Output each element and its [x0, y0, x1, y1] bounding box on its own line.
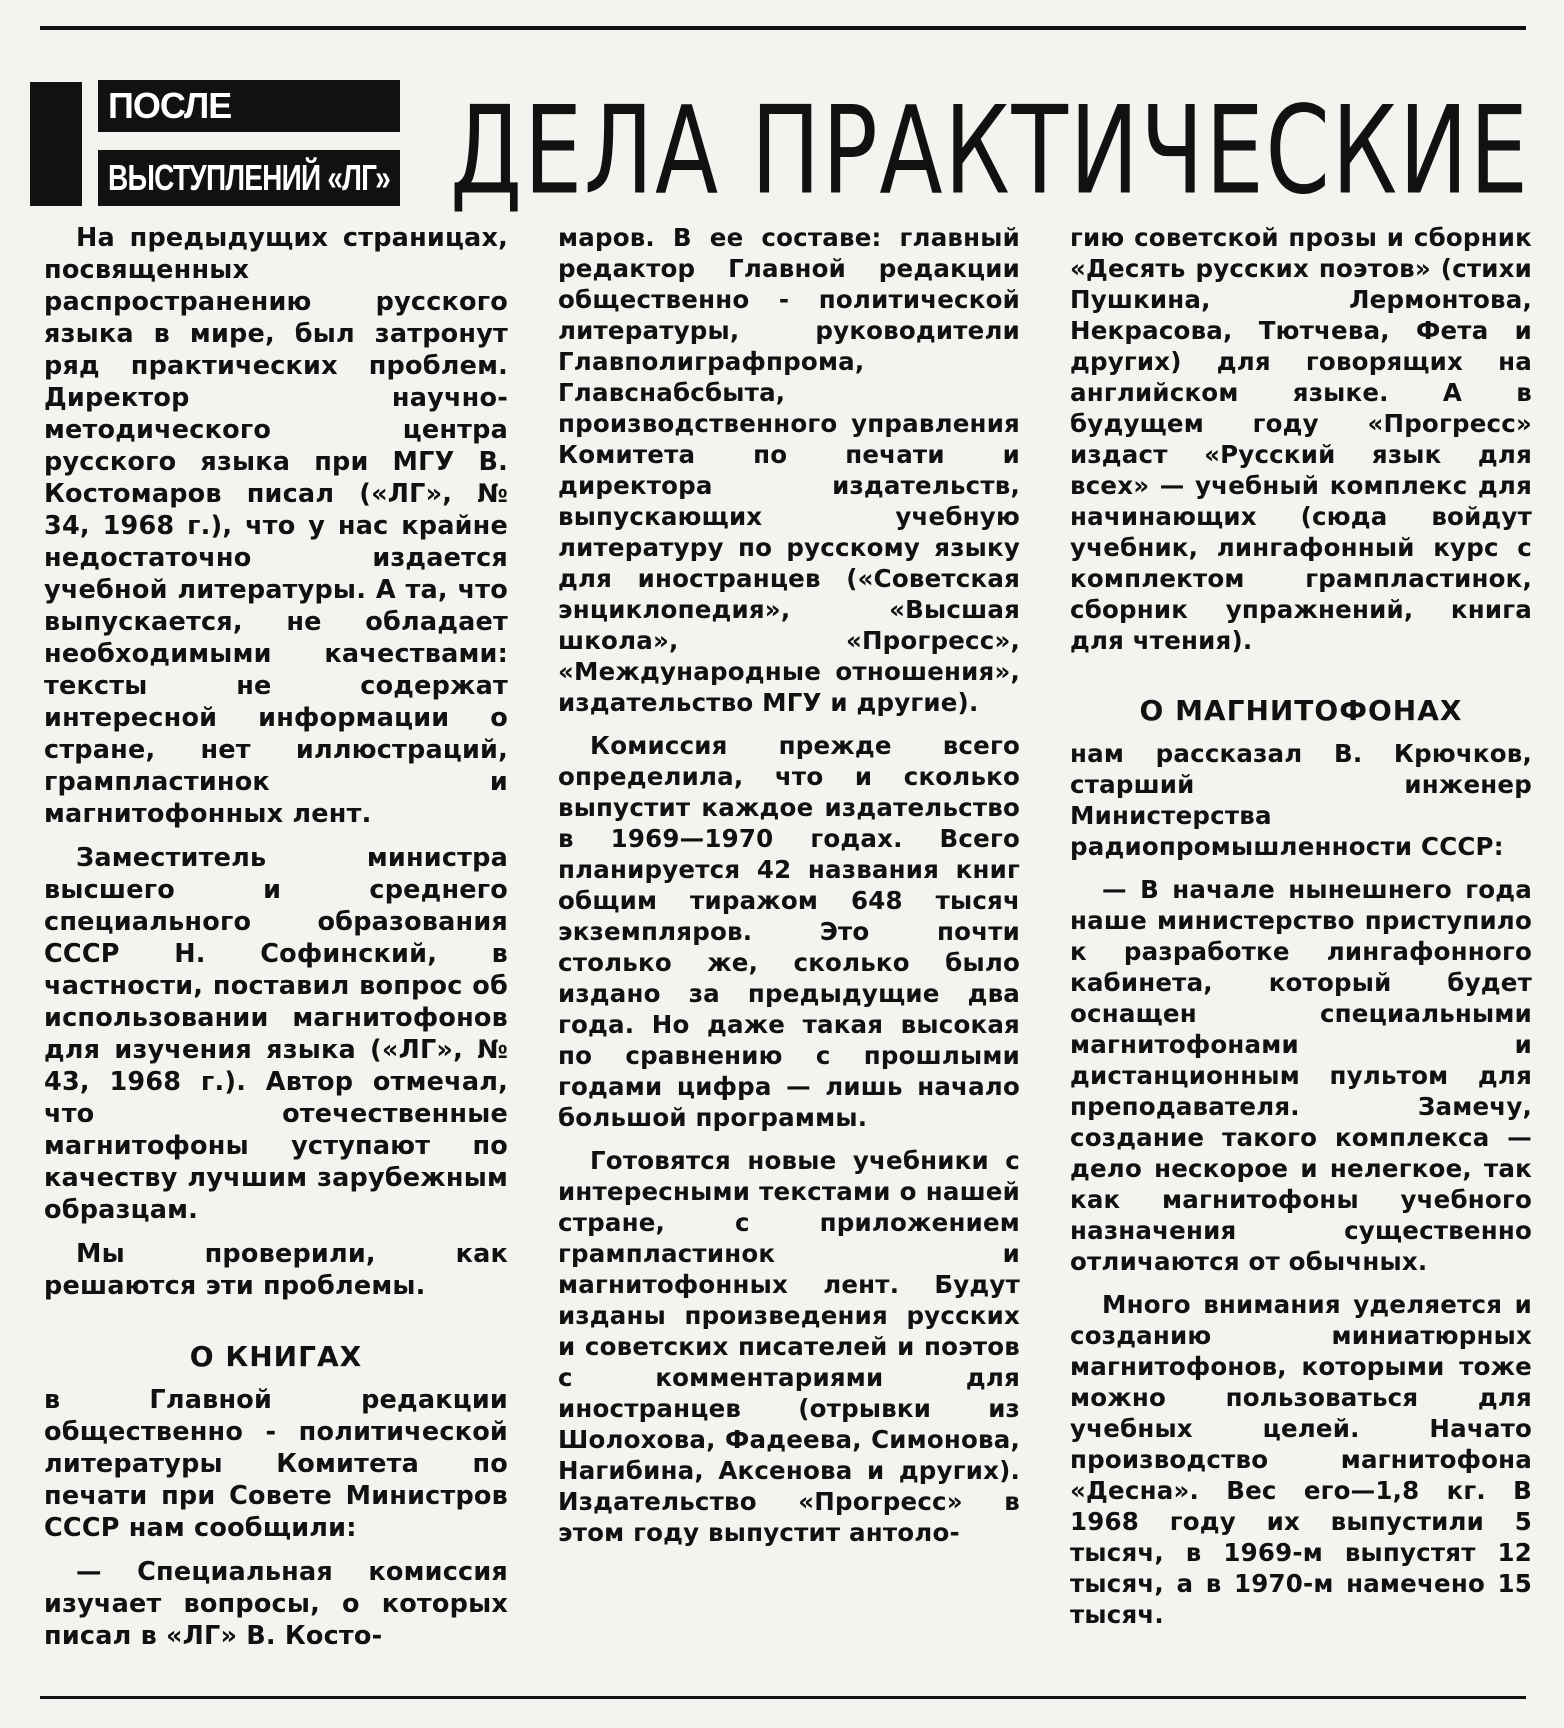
article-headline: ДЕЛА ПРАКТИЧЕСКИЕ: [450, 81, 1530, 222]
paragraph: гию советской прозы и сборник «Десять русских поэтов» (стихи Пушкина, Лермонтова, Некрасова, Тютчева, Фета и других) для говорящих на английском языке. А в будущем году «Прогресс» издаст «Русский язык для всех» — учебный комплекс для начинающих (сюда войдут учебник, лингафонный курс с комплектом грампластинок, сборник упражнений, книга для чтения).: [1070, 223, 1532, 655]
column-2: [558, 222, 1020, 1548]
paragraph: Комиссия прежде всего определила, что и сколько выпустит каждое издательство в 1969—1970 годах. Всего планируется 42 названия книг общим тиражом 648 тысяч экземпляров. Это почти столько же, сколько было издано за предыдущие два года. Но даже такая высокая по сравнению с прошлыми годами цифра — лишь начало большой программы.: [558, 731, 1020, 1132]
bottom-rule: [40, 1696, 1526, 1699]
paragraph: нам рассказал В. Крючков, старший инженер Министерства радиопромышленности СССР:: [1070, 739, 1532, 861]
paragraph: Мы проверили, как решаются эти проблемы.: [44, 1239, 508, 1301]
paragraph: — В начале нынешнего года наше министерство приступило к разработке лингафонного кабинета, который будет оснащен специальными магнитофонами и дистанционным пультом для преподавателя. Замечу, создание такого комплекса — дело нескорое и нелегкое, так как магнитофоны учебного назначения существенно отличаются от обычных.: [1070, 875, 1532, 1276]
paragraph: Заместитель министра высшего и среднего специального образования СССР Н. Софинский, в частности, поставил вопрос об использовании магнитофонов для изучения языка («ЛГ», № 43, 1968 г.). Автор отмечал, что отечественные магнитофоны уступают по качеству лучшим зарубежным образцам.: [44, 843, 508, 1225]
paragraph: Готовятся новые учебники с интересными текстами о нашей стране, с приложением грампластинок и магнитофонных лент. Будут изданы произведения русских и советских писателей и поэтов с комментариями для иностранцев (отрывки из Шолохова, Фадеева, Симонова, Нагибина, Аксенова и других). Издательство «Прогресс» в этом году выпустит антоло-: [558, 1146, 1020, 1547]
paragraph: в Главной редакции общественно - политической литературы Комитета по печати при Совете Министров СССР нам сообщили:: [44, 1385, 508, 1543]
top-rule: [40, 26, 1526, 30]
rubric-line-1: ПОСЛЕ: [98, 80, 400, 132]
paragraph: На предыдущих страницах, посвященных распространению русского языка в мире, был затронут ряд практических проблем. Директор научно-методического центра русского языка при МГУ В. Костомаров писал («ЛГ», № 34, 1968 г.), что у нас крайне недостаточно издается учебной литературы. А та, что выпускается, не обладает необходимыми качествами: тексты не содержат интересной информации о стране, нет иллюстраций, грампластинок и магнитофонных лент.: [44, 223, 508, 829]
paragraph: — Специальная комиссия изучает вопросы, о которых писал в «ЛГ» В. Косто-: [44, 1557, 508, 1651]
column-3: [1070, 222, 1532, 1630]
subheading-books: О КНИГАХ: [189, 1340, 363, 1373]
rubric-side-bar: [30, 82, 82, 206]
paragraph: Много внимания уделяется и созданию миниатюрных магнитофонов, которыми тоже можно пользоваться для учебных целей. Начато производство магнитофона «Десна». Вес его—1,8 кг. В 1968 году их выпустили 5 тысяч, в 1969-м выпустят 12 тысяч, а в 1970-м намечено 15 тысяч.: [1070, 1290, 1532, 1629]
subheading-tape-recorders: О МАГНИТОФОНАХ: [1139, 694, 1463, 727]
paragraph: маров. В ее составе: главный редактор Главной редакции общественно - политической литературы, руководители Главполиграфпрома, Главснабсбыта, производственного управления Комитета по печати и директора издательств, выпускающих учебную литературу по русскому языку для иностранцев («Советская энциклопедия», «Высшая школа», «Прогресс», «Международные отношения», издательство МГУ и другие).: [558, 223, 1020, 717]
column-1: [44, 222, 508, 1652]
rubric-line-2: ВЫСТУПЛЕНИЙ «ЛГ»: [98, 150, 400, 206]
